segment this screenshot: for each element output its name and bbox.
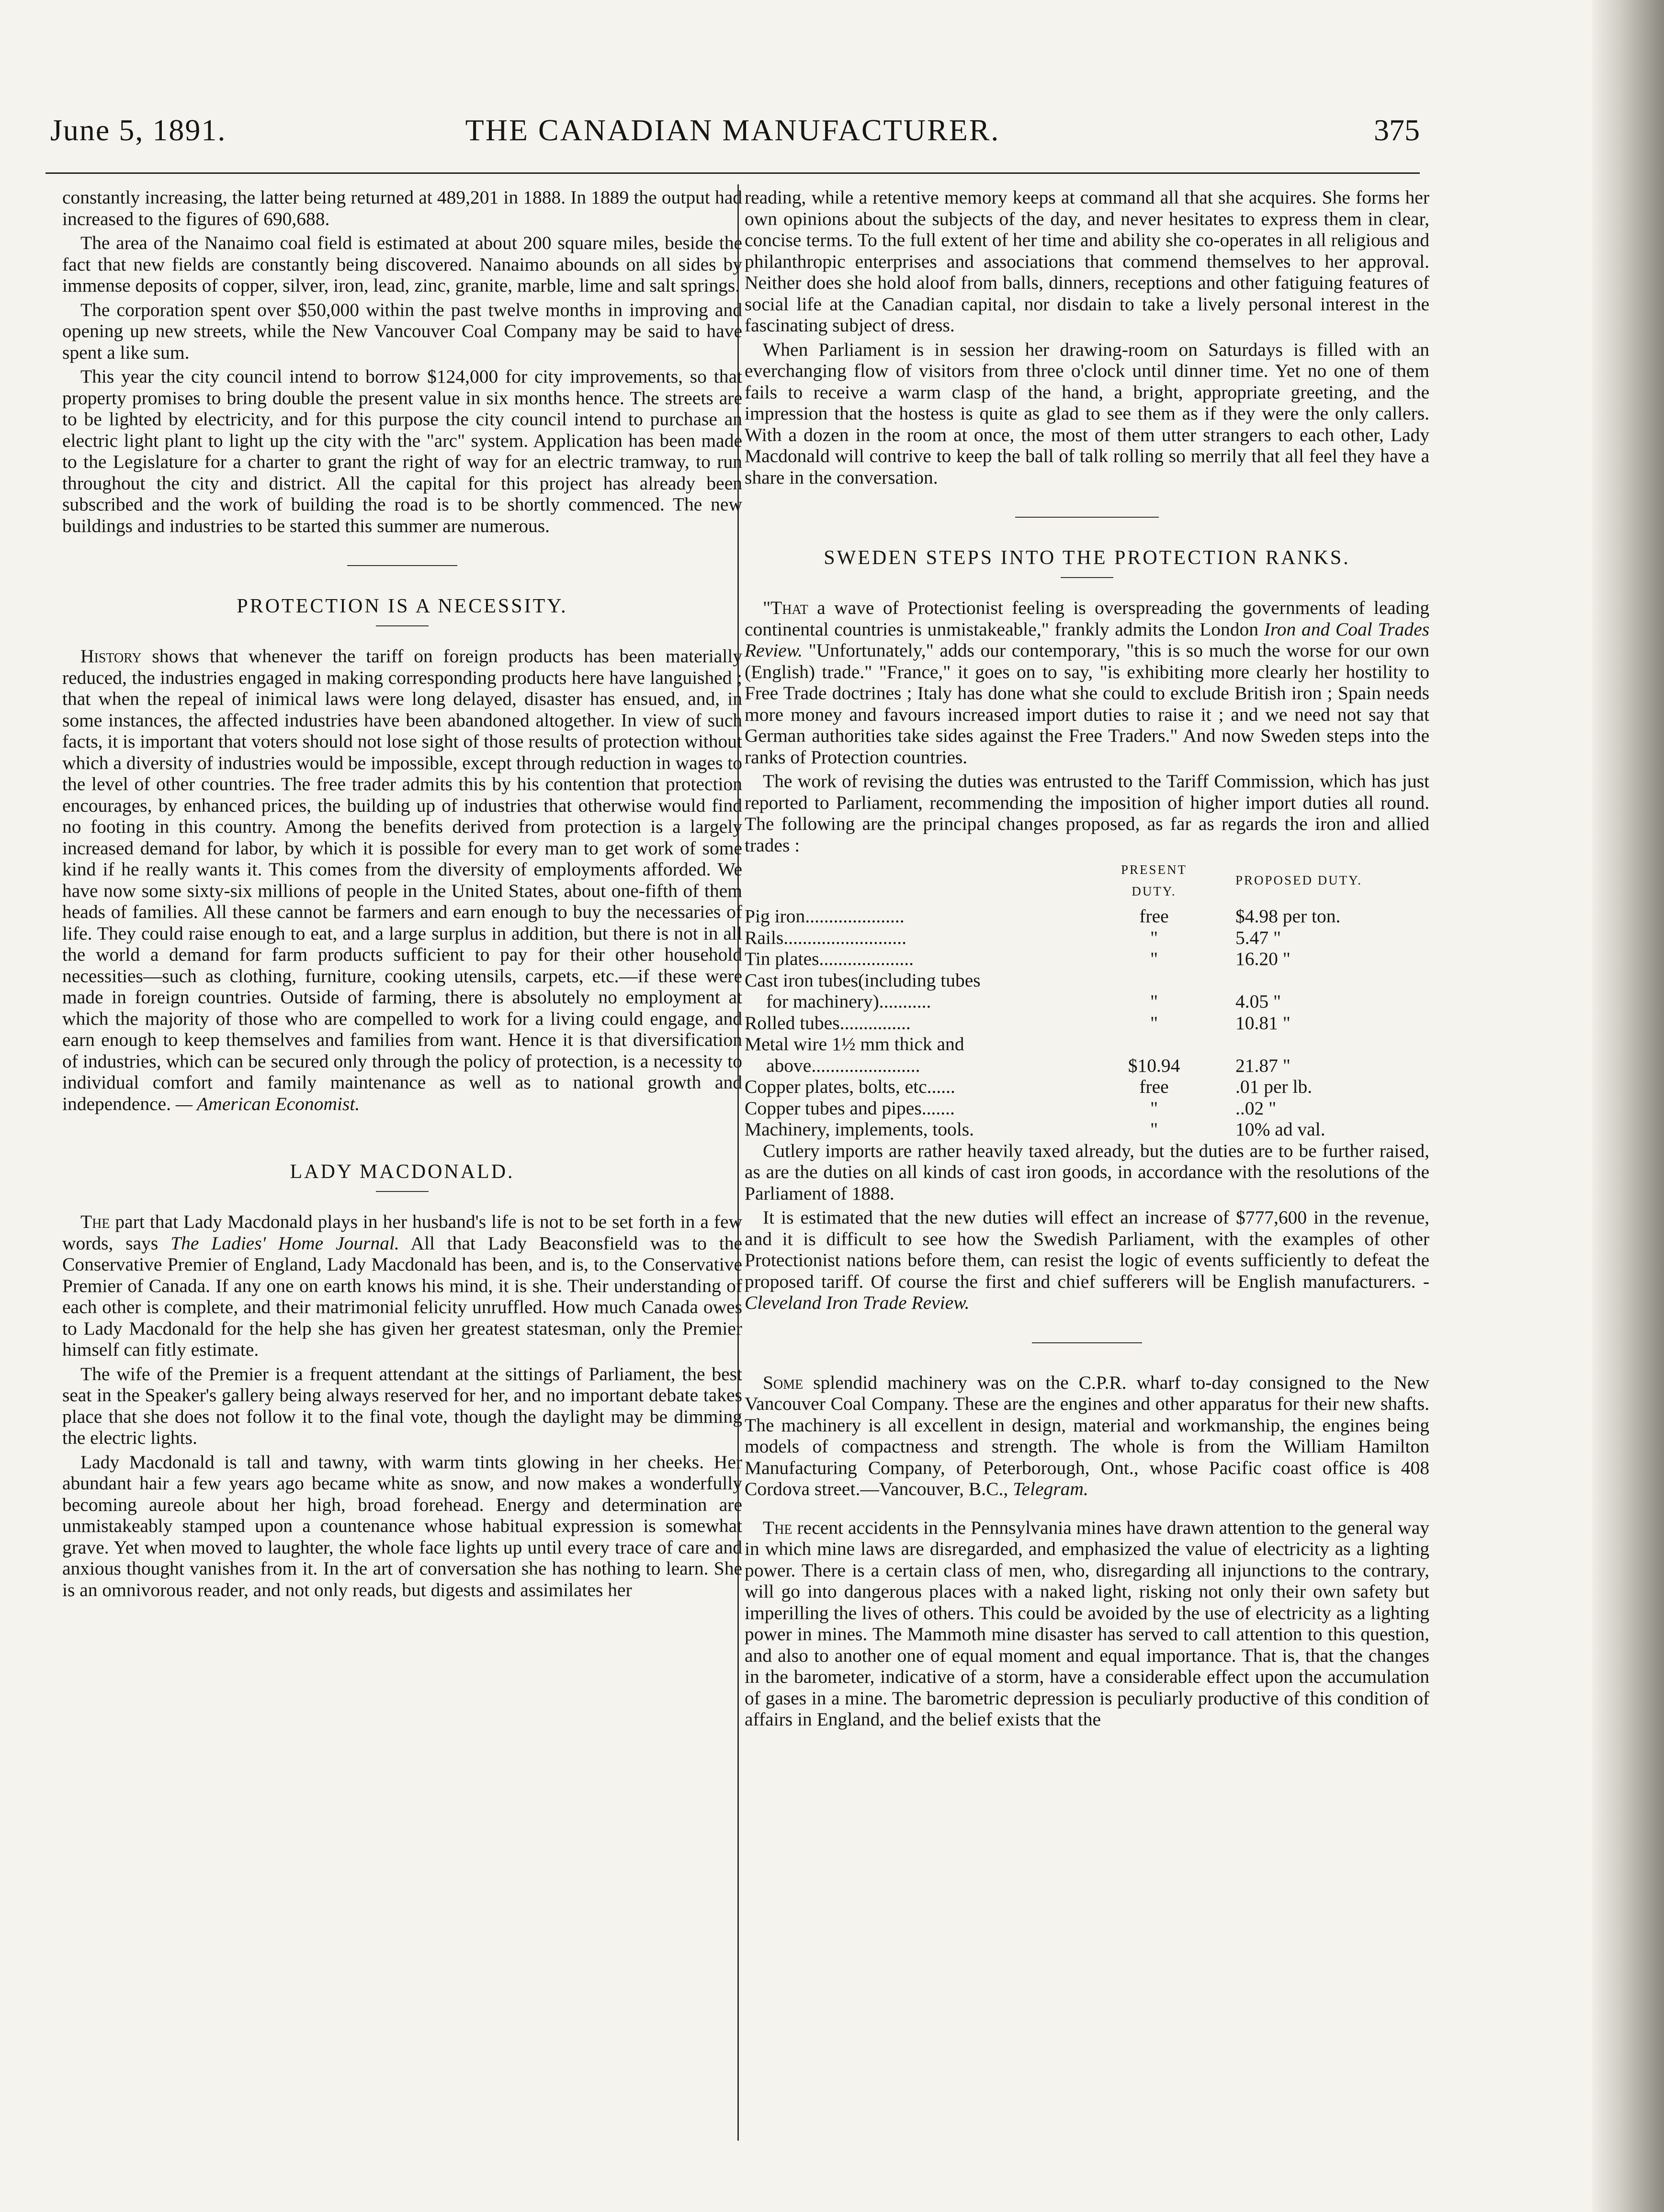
row-proposed: $4.98 per ton. bbox=[1235, 906, 1341, 927]
duty-table-header bbox=[745, 859, 1429, 906]
lady-paragraph-1 bbox=[62, 1211, 742, 1361]
table-row bbox=[745, 1033, 1429, 1055]
row-proposed: 10% ad val. bbox=[1235, 1119, 1325, 1140]
table-row bbox=[745, 1055, 1429, 1077]
table-row bbox=[745, 948, 1429, 970]
accidents-paragraph bbox=[745, 1517, 1429, 1730]
table-row bbox=[745, 1076, 1429, 1098]
row-present: " bbox=[1150, 927, 1158, 948]
table-row bbox=[745, 970, 1429, 991]
table-row bbox=[745, 906, 1429, 927]
sweden-paragraph-1 bbox=[745, 597, 1429, 768]
intro-paragraph-1: constantly increasing, the latter being returned at 489,201 in 1888. In 1889 the output had increased to the figures of 690,688. bbox=[62, 187, 742, 229]
table-row bbox=[745, 1098, 1429, 1119]
heading-rule bbox=[1061, 577, 1113, 578]
machinery-source: Telegram. bbox=[1013, 1478, 1088, 1499]
row-present bbox=[1097, 1033, 1211, 1055]
row-present bbox=[1097, 970, 1211, 991]
right-column bbox=[745, 187, 1429, 1733]
row-proposed: 21.87 " bbox=[1235, 1055, 1290, 1076]
row-present: $10.94 bbox=[1128, 1055, 1180, 1076]
row-present: " bbox=[1150, 1097, 1158, 1119]
lady-p1-source-title: The Ladies' Home Journal. bbox=[170, 1232, 399, 1254]
row-present: " bbox=[1150, 1119, 1158, 1140]
machinery-body: splendid machinery was on the C.P.R. wharf to-day consigned to the New Vancouver Coal Company. These are the engines and other apparatus for their new shafts. The machinery is all excellent in design, material and workmanship, the engines being models of compactness and strength. The whole is from the William Hamilton Manufacturing Company, of Peterborough, Ont., whose Pacific coast office is 408 Cordova street.—Vancouver, B.C., bbox=[745, 1372, 1429, 1499]
row-present: free bbox=[1139, 1076, 1169, 1097]
present-duty-header: PRESENT DUTY. bbox=[1121, 862, 1188, 898]
row-item: Copper tubes and pipes....... bbox=[745, 1097, 955, 1119]
row-item: Copper plates, bolts, etc...... bbox=[745, 1076, 955, 1097]
row-item: Rails.......................... bbox=[745, 927, 906, 948]
intro-paragraph-3: The corporation spent over $50,000 within the past twelve months in improving and opening up new streets, while the New Vancouver Coal Company may be said to have spent a like sum. bbox=[62, 299, 742, 363]
lady-paragraph-2: The wife of the Premier is a frequent attendant at the sittings of Parliament, the best seat in the Speaker's gallery being always reserved for her, and no important debate takes place that she does not follow it to the final vote, though the daylight may be dimming the electric lights. bbox=[62, 1363, 742, 1448]
row-item: Cast iron tubes(including tubes bbox=[745, 969, 981, 991]
section-separator bbox=[347, 565, 457, 566]
table-row bbox=[745, 991, 1429, 1012]
sweden-p1-source-title: Iron and Coal Trades Review. bbox=[745, 618, 1429, 661]
row-item: Machinery, implements, tools. bbox=[745, 1119, 974, 1140]
row-present: free bbox=[1139, 906, 1169, 927]
lady-continued-2: When Parliament is in session her drawing-room on Saturdays is filled with an everchanging flow of visitors from three o'clock until dinner time. Yet no one of them fails to receive a warm clasp of the hand, a bright, appropriate greeting, and the impression that the hostess is quite as glad to see them as if they were the only callers. With a dozen in the room at once, the most of them utter strangers to each other, Lady Macdonald will contrive to keep the ball of talk rolling so merrily that all feel they have a share in the conversation. bbox=[745, 339, 1429, 488]
lady-macdonald-heading: LADY MACDONALD. bbox=[290, 1161, 515, 1183]
heading-rule bbox=[376, 625, 429, 626]
row-present: " bbox=[1150, 948, 1158, 969]
duty-table bbox=[745, 859, 1429, 1140]
heading-rule bbox=[376, 1191, 429, 1192]
sweden-paragraph-3: Cutlery imports are rather heavily taxed already, but the duties are to be further raised, as are the duties on all kinds of cast iron goods, in accordance with the resolutions of the Parliament of 1888. bbox=[745, 1140, 1429, 1204]
row-present: " bbox=[1150, 991, 1158, 1012]
row-proposed: 16.20 " bbox=[1235, 948, 1290, 969]
protection-source: — American Economist. bbox=[175, 1093, 360, 1114]
row-present: " bbox=[1150, 1012, 1158, 1033]
row-item: Tin plates.................... bbox=[745, 948, 914, 969]
row-proposed: .01 per lb. bbox=[1235, 1076, 1313, 1097]
row-proposed bbox=[1211, 1033, 1429, 1055]
sweden-paragraph-2: The work of revising the duties was entrusted to the Tariff Commission, which has just reported to Parliament, recommending the imposition of higher import duties all round. The following are the principal changes proposed, as far as regards the iron and allied trades : bbox=[745, 771, 1429, 856]
accidents-body: recent accidents in the Pennsylvania mines have drawn attention to the general way in which mine laws are disregarded, and emphasized the value of electricity as a lighting power. There is a certain class of men, who, disregarding all injunctions to the contrary, will go into dangerous places with a naked light, risking not only their own safety but imperilling the lives of others. This could be avoided by the use of electricity as a lighting power in mines. The Mammoth mine disaster has served to call attention to this question, and also to another one of equal moment and equal importance. That is, that the changes in the barometer, indicative of a storm, have a considerable effect upon the accumulation of gases in a mine. The barometric depression is peculiarly productive of this condition of affairs in England, and the belief exists that the bbox=[745, 1517, 1429, 1730]
row-proposed bbox=[1211, 970, 1429, 991]
lady-lead-word: The bbox=[80, 1211, 110, 1232]
machinery-lead-word: Some bbox=[763, 1372, 804, 1393]
row-item: Rolled tubes............... bbox=[745, 1012, 911, 1033]
table-row bbox=[745, 927, 1429, 949]
section-separator bbox=[1015, 517, 1159, 518]
lady-p1-text-b: All that Lady Beaconsfield was to the Conservative Premier of England, Lady Macdonald has been, and is, to the Conservative Premier of Canada. If any one on earth knows his mind, it is she. Their understanding of each other is complete, and their matrimonial felicity unruffled. How much Canada owes to Lady Macdonald for the help she has given her greatest statesman, only the Premier himself can fitly estimate. bbox=[62, 1232, 743, 1360]
row-item: Pig iron..................... bbox=[745, 906, 905, 927]
header-title: THE CANADIAN MANUFACTURER. bbox=[465, 113, 1000, 147]
sweden-p1-text-a: a wave of Protectionist feeling is overspreading the governments of leading continental countries is unmistakeable," frankly admits the London bbox=[745, 597, 1429, 640]
table-row bbox=[745, 1012, 1429, 1034]
table-row bbox=[745, 1119, 1429, 1140]
lady-paragraph-3: Lady Macdonald is tall and tawny, with warm tints glowing in her cheeks. Her abundant hair a few years ago became white as snow, and now makes a wonderfully becoming aureole about her high, broad forehead. Energy and determination are unmistakeably stamped upon a countenance whose habitual expression is somewhat grave. Yet when moved to laughter, the whole face lights up until every trace of care and anxious thought vanishes from it. In the art of conversation she has nothing to learn. She is an omnivorous reader, and not only reads, but digests and assimilates her bbox=[62, 1451, 742, 1600]
sweden-p1-text-b: "Unfortunately," adds our contemporary, "this is so much the worse for our own (English) trade." "France," it goes on to say, "is exhibiting more clearly her hostility to Free Trade doctrines ; Italy has done what she could to exclude British iron ; Spain needs more money and favours increased import duties to raise it ; and we need not say that German authorities take sides against the Free Traders." And now Sweden steps into the ranks of Protection countries. bbox=[745, 640, 1429, 768]
sweden-p4-text: It is estimated that the new duties will effect an increase of $777,600 in the revenue, and it is difficult to see how the Swedish Parliament, with the examples of other Protectionist nations before them, can resist the logic of events sufficiently to defeat the proposed tariff. Of course the first and chief sufferers will be English manufacturers. bbox=[745, 1207, 1429, 1292]
sweden-paragraph-4 bbox=[745, 1207, 1429, 1314]
header-rule bbox=[45, 172, 1420, 174]
lady-p1-text-a: part that Lady Macdonald plays in her husband's life is not to be set forth in a few words, says bbox=[62, 1211, 742, 1254]
row-proposed: 4.05 " bbox=[1235, 991, 1281, 1012]
left-column bbox=[62, 187, 742, 1603]
sweden-heading: SWEDEN STEPS INTO THE PROTECTION RANKS. bbox=[824, 547, 1350, 569]
row-item: Metal wire 1½ mm thick and bbox=[745, 1033, 964, 1055]
accidents-lead-word: The bbox=[763, 1517, 792, 1538]
intro-paragraph-4: This year the city council intend to borrow $124,000 for city improvements, so that property promises to bring double the present value in six months hence. The streets are to be lighted by electricity, and for this purpose the city council intend to purchase an electric light plant to light up the city with the "arc" system. Application has been made to the Legislature for a charter to grant the right of way for an electric tramway, to run throughout the city and district. All the capital for this project has already been subscribed and the work of building the road is to be shortly commenced. The new buildings and industries to be started this summer are numerous. bbox=[62, 366, 742, 536]
sweden-p4-source: - Cleveland Iron Trade Review. bbox=[745, 1270, 1429, 1313]
row-item: for machinery)........... bbox=[766, 991, 931, 1012]
protection-body: shows that whenever the tariff on foreign products has been materially reduced, the industries engaged in making corresponding products here have languished ; that when the repeal of inimical laws were long delayed, disaster has ensued, and, in some instances, the affected industries have been abandoned altogether. In view of such facts, it is important that voters should not lose sight of those results of protection without which a diversity of industries would be impossible, except through reduction in wages to the level of other countries. The free trader admits this by his contention that protection encourages, by enhanced prices, the building up of industries that otherwise would find no footing in this country. Among the benefits derived from protection is a largely increased demand for labor, by which it is possible for every man to get work of some kind if he really wants it. This comes from the diversity of employments afforded. We have now some sixty-six millions of people in the United States, about one-fifth of them heads of families. All these cannot be farmers and earn enough to buy the necessaries of life. They could raise enough to eat, and a large surplus in addition, but there is not in all the world a demand for farm products sufficient to pay for their other household necessities—such as clothing, furniture, cooking utensils, carpets, etc.—if these were made in foreign countries. Outside of farming, there is absolutely no employment at which the majority of those who are compelled to work for a living could engage, and earn enough to keep themselves and families from want. Hence it is that diversification of industries, which can be secured only through the policy of protection, is a necessity to individual comfort and family maintenance as well as to national growth and independence. bbox=[62, 646, 742, 1114]
protection-paragraph bbox=[62, 646, 742, 1114]
proposed-duty-header: PROPOSED DUTY. bbox=[1235, 873, 1363, 888]
protection-heading: PROTECTION IS A NECESSITY. bbox=[237, 595, 568, 617]
row-item: above....................... bbox=[766, 1055, 920, 1076]
duty-table-blank-header bbox=[745, 859, 1097, 906]
sweden-lead-word: "That bbox=[763, 597, 808, 618]
protection-lead-word: History bbox=[80, 646, 142, 667]
intro-paragraph-2: The area of the Nanaimo coal field is estimated at about 200 square miles, beside the fact that new fields are constantly being discovered. Nanaimo abounds on all sides by immense deposits of copper, silver, iron, lead, zinc, granite, marble, lime and salt springs. bbox=[62, 232, 742, 296]
lady-continued-1: reading, while a retentive memory keeps at command all that she acquires. She forms her own opinions about the subjects of the day, and never hesitates to express them in clear, concise terms. To the full extent of her time and ability she co-operates in all religious and philanthropic enterprises and associations that commend themselves to her approval. Neither does she hold aloof from balls, dinners, receptions and other fatiguing features of social life at the Canadian capital, nor disdain to take a lively personal interest in the fascinating subject of dress. bbox=[745, 187, 1429, 336]
page-edge-shadow bbox=[1592, 0, 1664, 2212]
section-separator bbox=[1032, 1342, 1142, 1343]
machinery-paragraph bbox=[745, 1372, 1429, 1500]
row-proposed: 5.47 " bbox=[1235, 927, 1281, 948]
header-page-number: 375 bbox=[1374, 113, 1420, 147]
row-proposed: 10.81 " bbox=[1235, 1012, 1290, 1033]
row-proposed: ..02 " bbox=[1235, 1097, 1277, 1119]
page-header bbox=[45, 108, 1420, 160]
header-date: June 5, 1891. bbox=[50, 113, 226, 147]
